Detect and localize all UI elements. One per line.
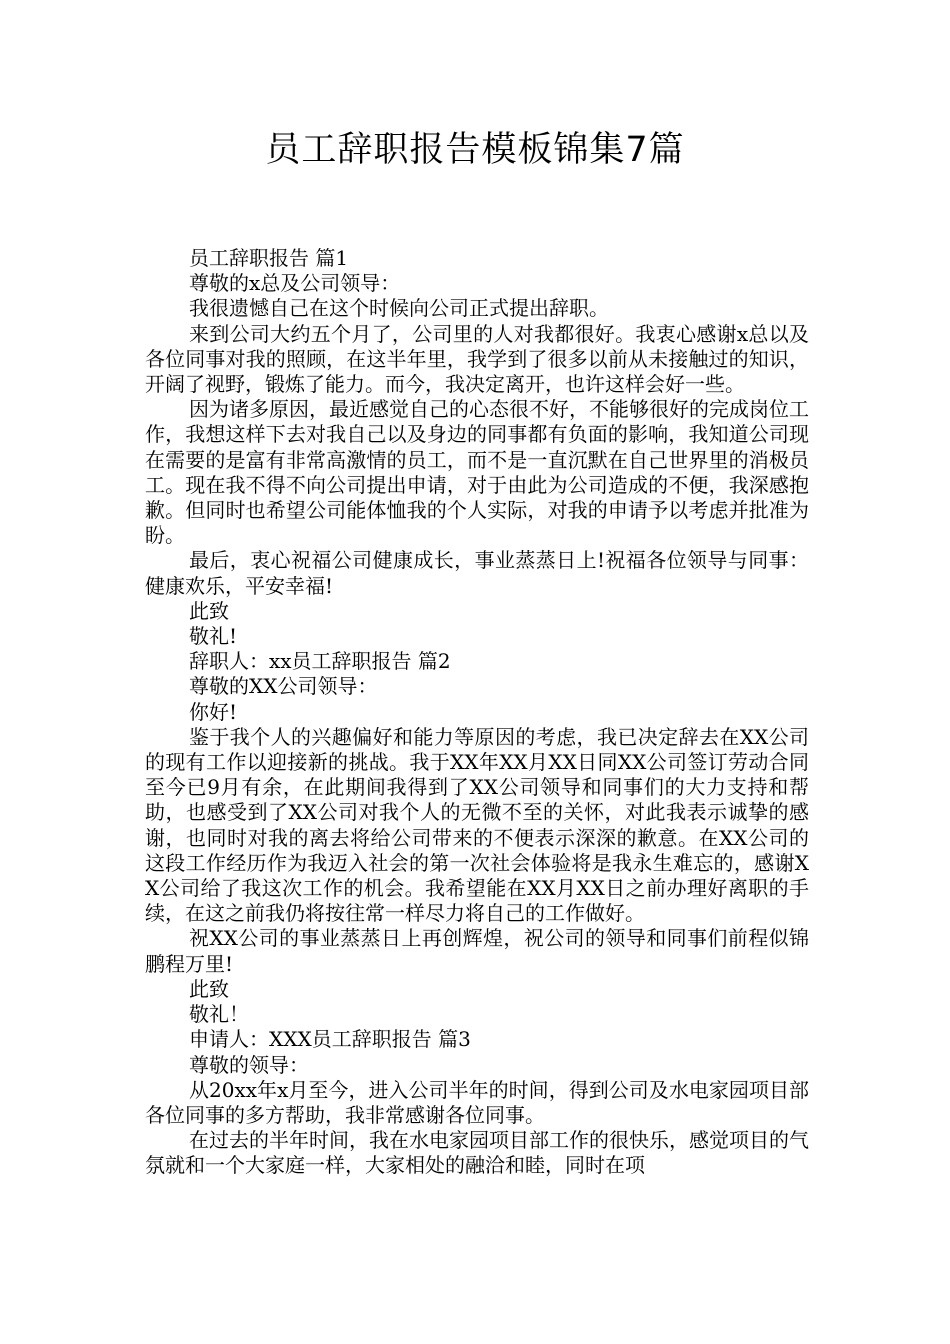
body-paragraph: 鉴于我个人的兴趣偏好和能力等原因的考虑，我已决定辞去在XX公司的现有工作以迎接新的挑战。我于XX年XX月XX日同XX公司签订劳动合同至今已9月有余，在此期间我得到了XX公司领导和同事们的大力支持和帮助，也感受到了XX公司对我个人的无微不至的关怀，对此我表示诚挚的感谢，也同时对我的离去将给公司带来的不便表示深深的歉意。在XX公司的这段工作经历作为我迈入社会的第一次社会体验将是我永生难忘的，感谢XX公司给了我这次工作的机会。我希望能在XX月XX日之前办理好离职的手续，在这之前我仍将按往常一样尽力将自己的工作做好。 — [145, 724, 809, 926]
body-paragraph: 因为诸多原因，最近感觉自己的心态很不好，不能够很好的完成岗位工作，我想这样下去对我自己以及身边的同事都有负面的影响，我知道公司现在需要的是富有非常高激情的员工，而不是一直沉默在自己世界里的消极员工。现在我不得不向公司提出申请，对于由此为公司造成的不便，我深感抱歉。但同时也希望公司能体恤我的个人实际，对我的申请予以考虑并批准为盼。 — [145, 397, 809, 548]
salutation: 尊敬的XX公司领导： — [189, 674, 378, 699]
body-paragraph: 祝XX公司的事业蒸蒸日上再创辉煌，祝公司的领导和同事们前程似锦鹏程万里! — [145, 926, 809, 976]
document-title: 员工辞职报告模板锦集7篇 — [265, 130, 685, 170]
body-paragraph: 我很遗憾自己在这个时候向公司正式提出辞职。 — [189, 296, 609, 321]
closing-line: 敬礼！ — [189, 1002, 249, 1027]
document-body — [145, 246, 809, 1179]
salutation: 尊敬的x总及公司领导： — [189, 271, 401, 296]
signature-and-section-heading-3: 申请人：XXX员工辞职报告 篇3 — [189, 1027, 471, 1052]
signature-and-section-heading-2: 辞职人：xx员工辞职报告 篇2 — [189, 649, 451, 674]
body-paragraph: 从20xx年x月至今，进入公司半年的时间，得到公司及水电家园项目部各位同事的多方帮助，我非常感谢各位同事。 — [145, 1077, 809, 1127]
body-paragraph: 最后，衷心祝福公司健康成长，事业蒸蒸日上!祝福各位领导与同事：健康欢乐，平安幸福! — [145, 548, 809, 598]
closing-line: 此致 — [189, 976, 229, 1001]
body-paragraph: 在过去的半年时间，我在水电家园项目部工作的很快乐，感觉项目的气氛就和一个大家庭一样，大家相处的融洽和睦，同时在项 — [145, 1128, 809, 1178]
closing-line: 敬礼! — [189, 624, 238, 649]
section-heading-1: 员工辞职报告 篇1 — [189, 246, 349, 270]
closing-line: 此致 — [189, 598, 229, 623]
body-paragraph: 来到公司大约五个月了，公司里的人对我都很好。我衷心感谢x总以及各位同事对我的照顾，在这半年里，我学到了很多以前从未接触过的知识，开阔了视野，锻炼了能力。而今，我决定离开，也许这样会好一些。 — [145, 321, 809, 397]
salutation: 尊敬的领导： — [189, 1052, 309, 1077]
greeting: 你好! — [189, 699, 238, 724]
